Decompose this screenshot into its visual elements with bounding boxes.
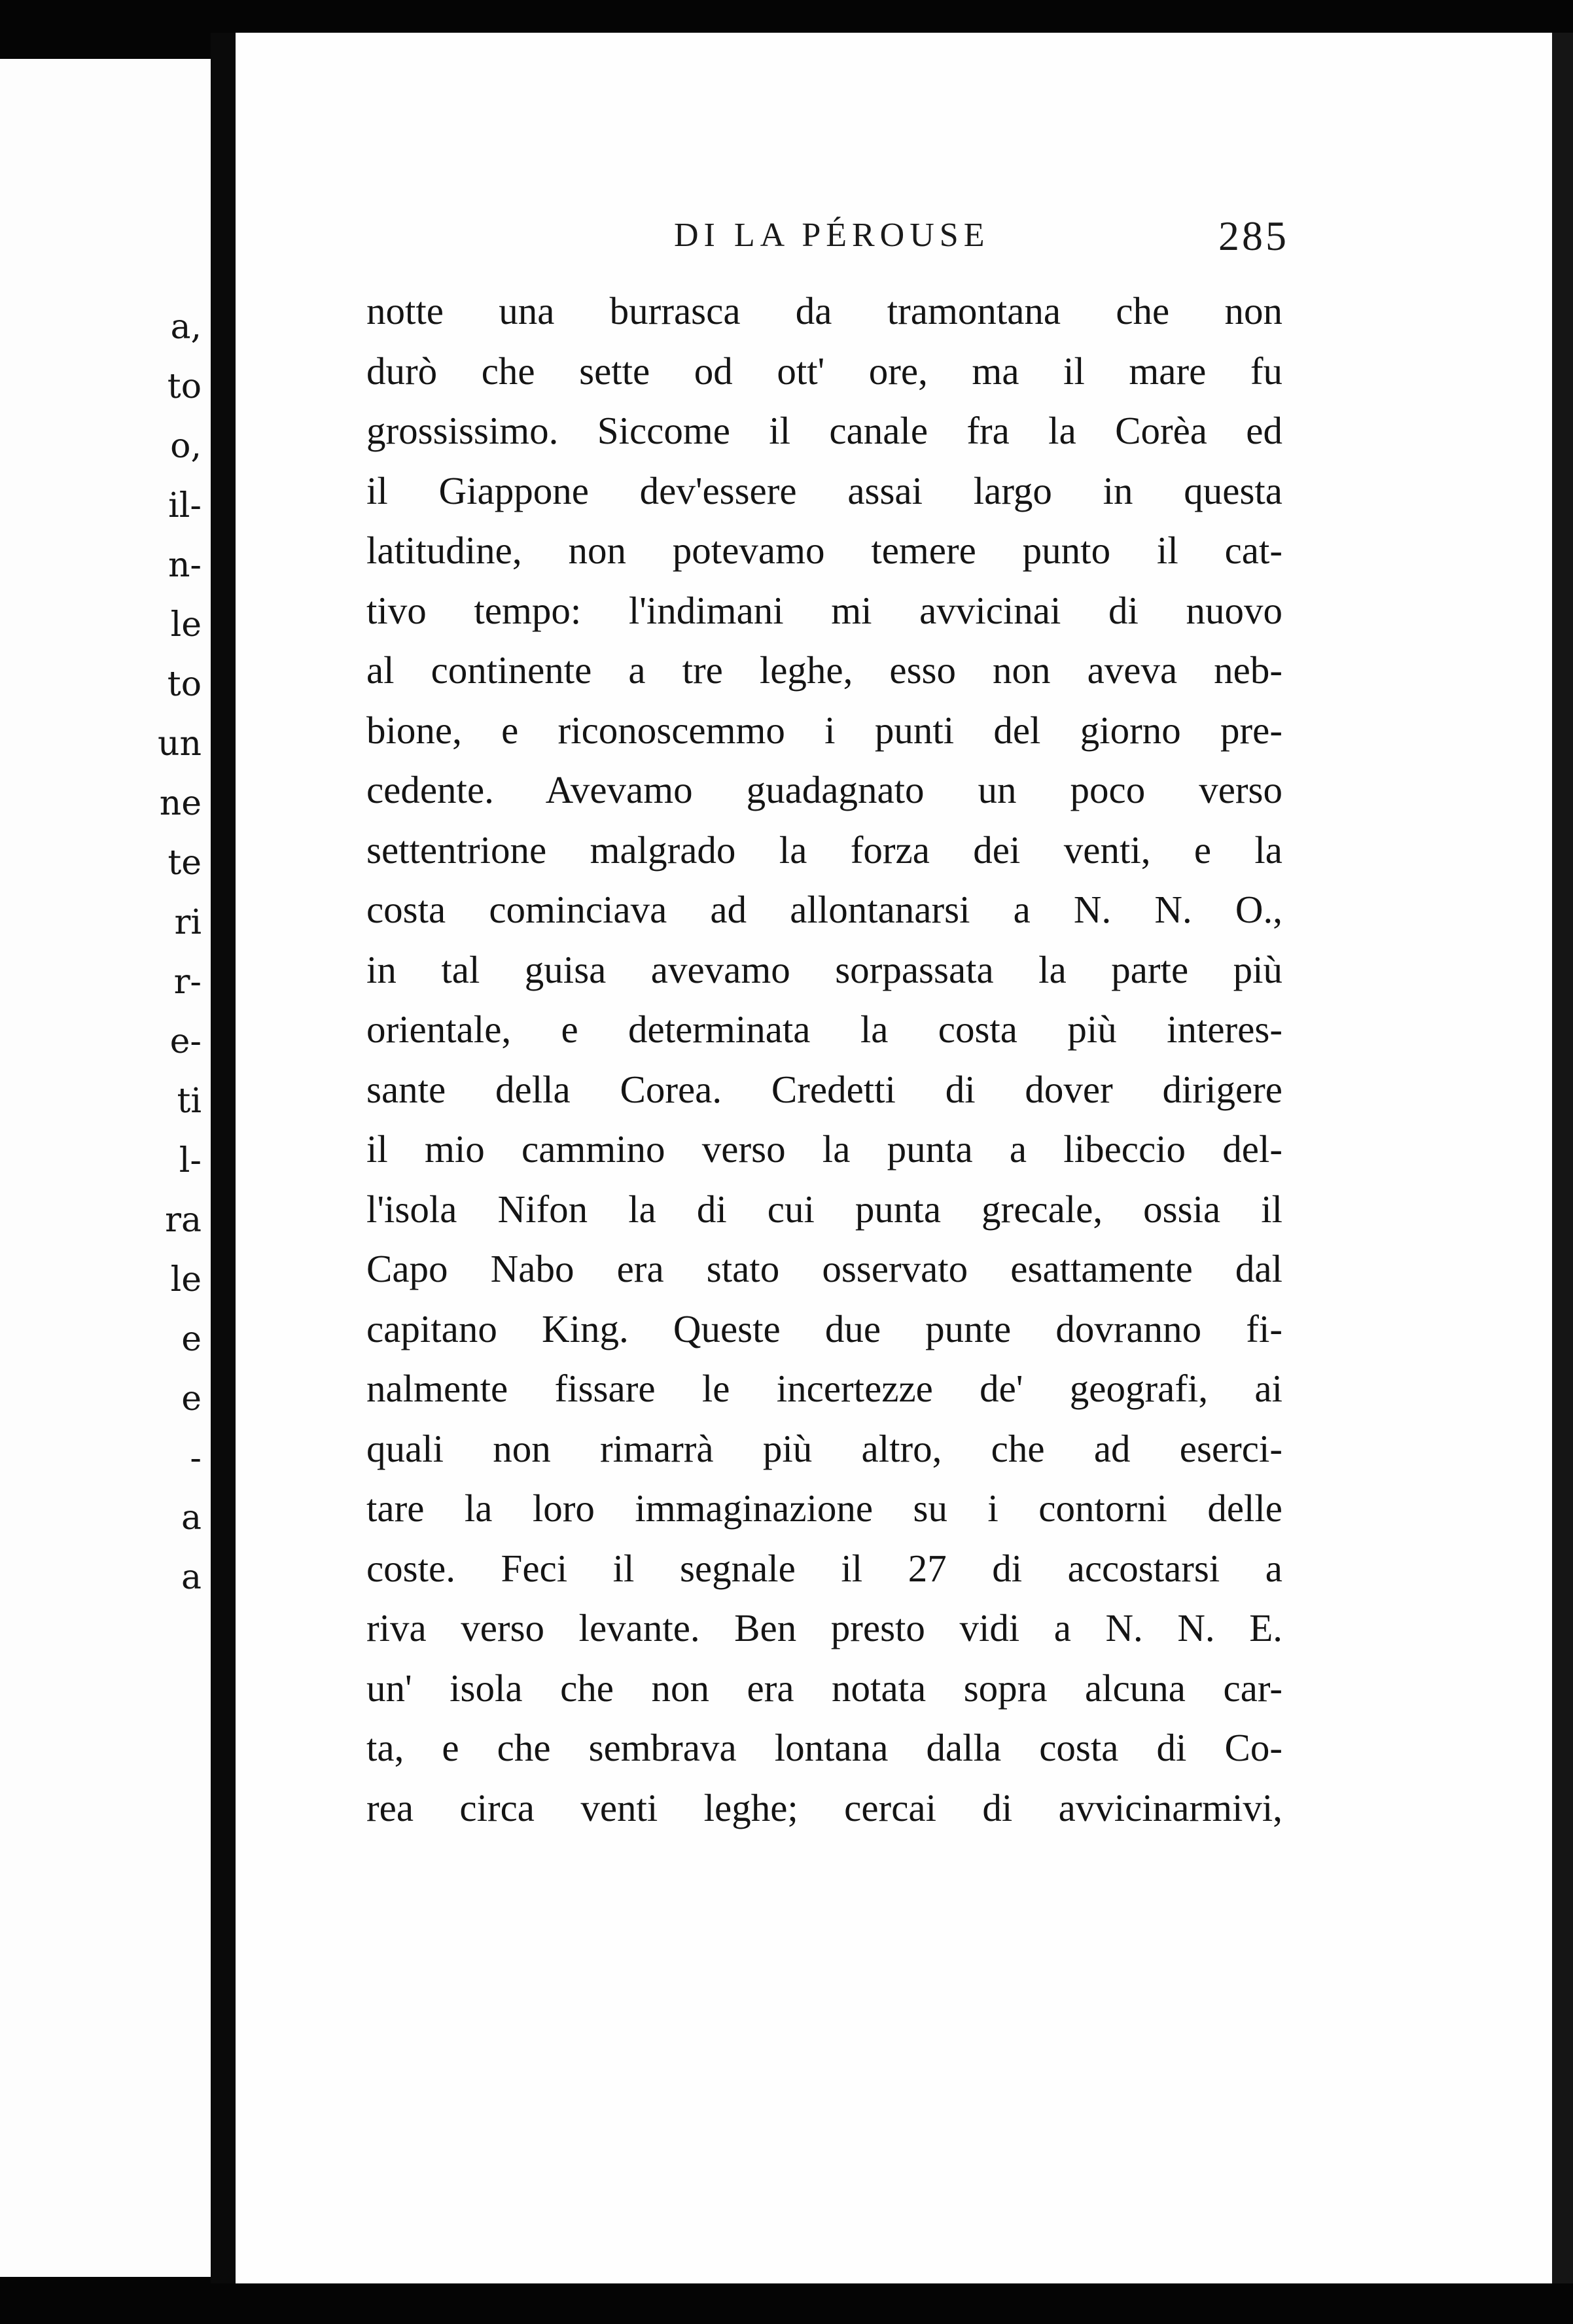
left-fragment: te	[168, 843, 202, 883]
left-fragment: r-	[173, 962, 202, 1002]
left-fragment: e	[181, 1379, 202, 1418]
right-page-edge	[1552, 33, 1573, 2283]
text-line: sante della Corea. Credetti di dover dirigere	[366, 1067, 1282, 1111]
text-line: costa cominciava ad allontanarsi a N. N. O.,	[366, 888, 1282, 931]
left-fragment: il-	[168, 486, 202, 525]
text-line: in tal guisa avevamo sorpassata la parte più	[366, 947, 1282, 991]
text-line: notte una burrasca da tramontana che non	[366, 289, 1282, 332]
page-number: 285	[1218, 213, 1289, 259]
text-line: tivo tempo: l'indimani mi avvicinai di nuovo	[366, 588, 1282, 632]
left-fragment: le	[170, 605, 202, 644]
left-fragment: -	[190, 1439, 202, 1478]
text-line: il Giappone dev'essere assai largo in questa	[366, 468, 1282, 512]
left-fragment: to	[167, 665, 202, 704]
text-line: durò che sette od ott' ore, ma il mare fu	[366, 349, 1282, 393]
left-fragment: e-	[169, 1022, 202, 1061]
text-line: rea circa venti leghe; cercai di avvicinarmivi,	[366, 1786, 1282, 1829]
body-text	[366, 281, 1282, 1838]
left-fragment: a	[181, 1498, 202, 1538]
text-line: il mio cammino verso la punta a libeccio del-	[366, 1127, 1282, 1171]
text-line: coste. Feci il segnale il 27 di accostarsi a	[366, 1546, 1282, 1590]
text-line: latitudine, non potevamo temere punto il cat-	[366, 529, 1282, 572]
text-line: cedente. Avevamo guadagnato un poco verso	[366, 768, 1282, 811]
left-fragment: n-	[168, 546, 202, 585]
left-fragment: a,	[170, 308, 202, 347]
text-line: orientale, e determinata la costa più interes-	[366, 1008, 1282, 1051]
text-line: settentrione malgrado la forza dei venti, e la	[366, 828, 1282, 872]
left-fragment: le	[170, 1260, 202, 1299]
text-line: Capo Nabo era stato osservato esattamente dal	[366, 1247, 1282, 1290]
text-line: tare la loro immaginazione su i contorni delle	[366, 1487, 1282, 1530]
running-title: DI LA PÉROUSE	[674, 217, 990, 254]
text-line: riva verso levante. Ben presto vidi a N. N. E.	[366, 1606, 1282, 1649]
text-line: capitano King. Queste due punte dovranno fi-	[366, 1307, 1282, 1350]
text-line: al continente a tre leghe, esso non aveva neb-	[366, 648, 1282, 692]
text-line: un' isola che non era notata sopra alcuna car-	[366, 1666, 1282, 1710]
left-fragment: ne	[159, 784, 202, 823]
left-fragment: ri	[174, 903, 202, 942]
left-fragment: a	[181, 1558, 202, 1597]
left-fragment: un	[158, 724, 202, 764]
text-line: nalmente fissare le incertezze de' geografi, ai	[366, 1367, 1282, 1410]
left-fragment: l-	[179, 1141, 202, 1180]
text-line: quali non rimarrà più altro, che ad eserci-	[366, 1426, 1282, 1470]
book-gutter	[211, 33, 236, 2283]
left-fragment: ra	[165, 1201, 202, 1240]
text-line: ta, e che sembrava lontana dalla costa di Co-	[366, 1726, 1282, 1769]
left-fragment: ti	[177, 1082, 202, 1121]
left-fragment: e	[181, 1320, 202, 1359]
left-fragment: to	[167, 367, 202, 406]
text-line: grossissimo. Siccome il canale fra la Corèa ed	[366, 409, 1282, 452]
text-line: bione, e riconoscemmo i punti del giorno pre-	[366, 708, 1282, 752]
left-fragment: o,	[170, 427, 202, 466]
text-line: l'isola Nifon la di cui punta grecale, ossia il	[366, 1187, 1282, 1231]
